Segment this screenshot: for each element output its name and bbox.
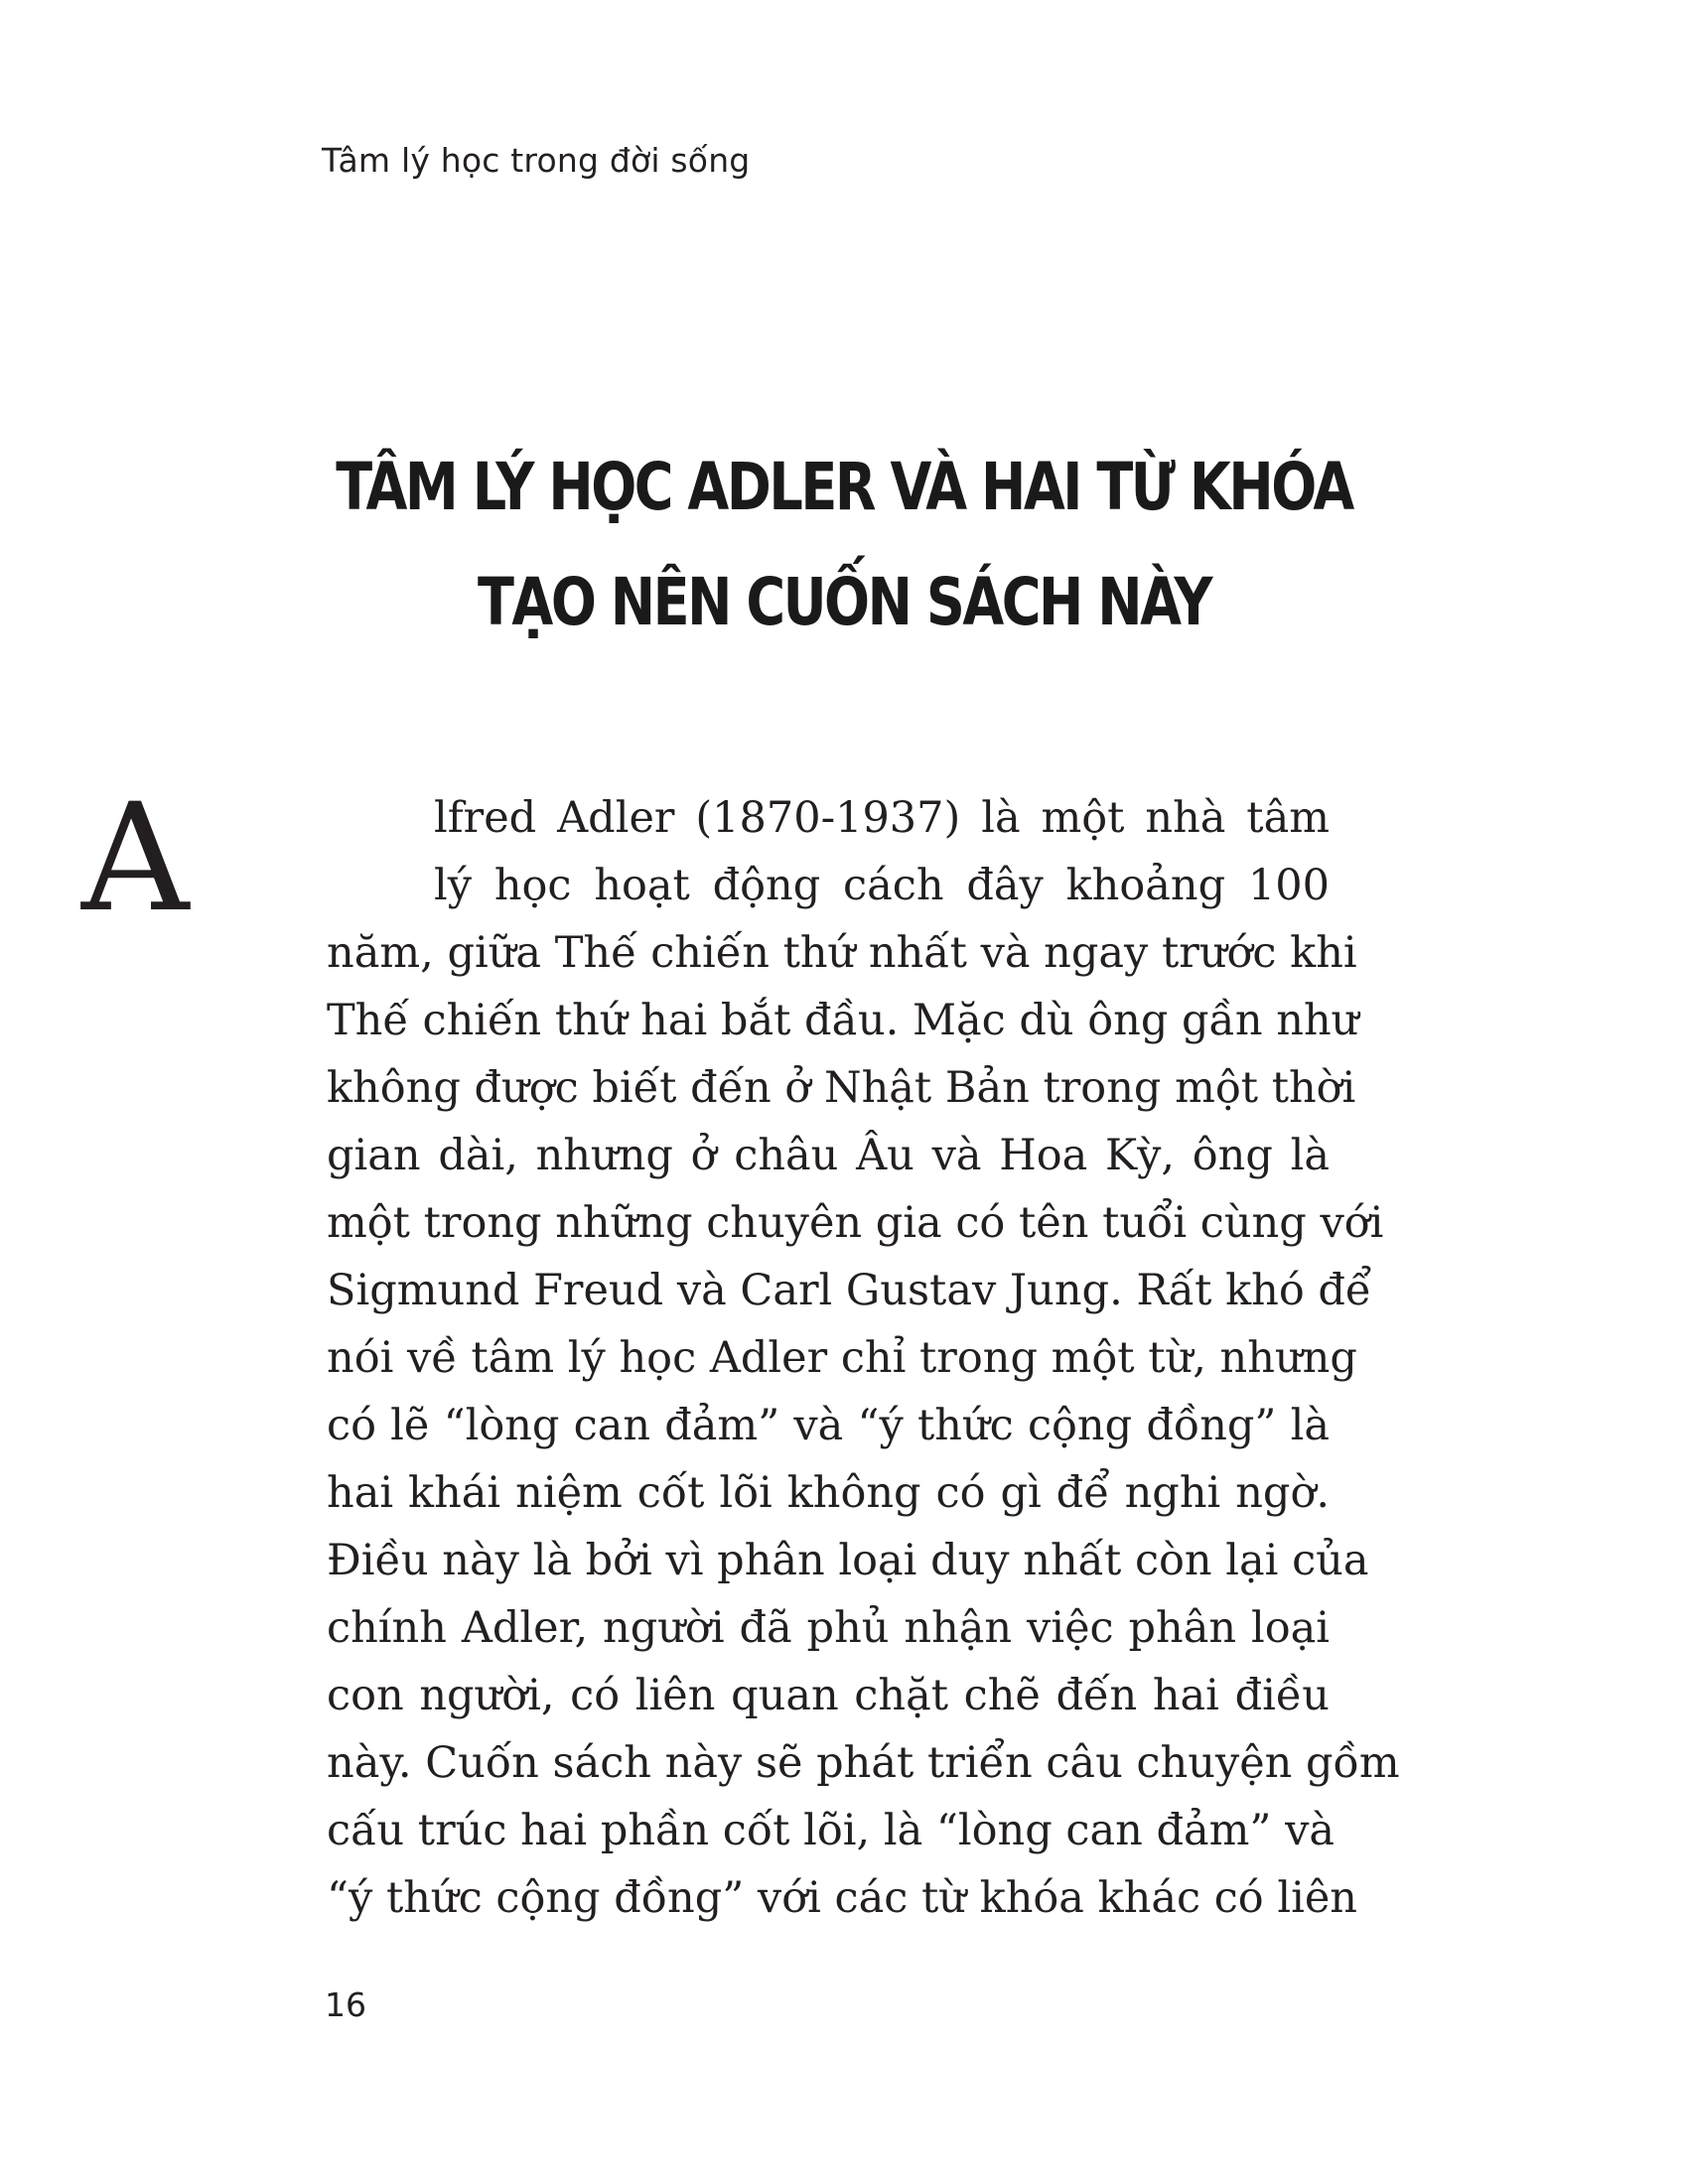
body-line: một trong những chuyên gia có tên tuổi cùng với <box>327 1198 1384 1248</box>
body-line: có lẽ “lòng can đảm” và “ý thức cộng đồng” là <box>327 1401 1330 1450</box>
body-line: nói về tâm lý học Adler chỉ trong một từ, nhưng <box>327 1333 1357 1383</box>
body-line: hai khái niệm cốt lõi không có gì để nghi ngờ. <box>327 1468 1330 1518</box>
body-line: Sigmund Freud và Carl Gustav Jung. Rất khó để <box>327 1266 1372 1315</box>
body-line: năm, giữa Thế chiến thứ nhất và ngay trước khi <box>327 928 1357 978</box>
body-line: lfred Adler (1870-1937) là một nhà tâm <box>434 793 1330 843</box>
running-header: Tâm lý học trong đời sống <box>322 141 751 180</box>
body-line: “ý thức cộng đồng” với các từ khóa khác có liên <box>327 1873 1358 1923</box>
body-line: lý học hoạt động cách đây khoảng 100 <box>434 861 1330 910</box>
body-line: con người, có liên quan chặt chẽ đến hai điều <box>327 1671 1330 1720</box>
body-line: Thế chiến thứ hai bắt đầu. Mặc dù ông gần như <box>327 996 1359 1045</box>
chapter-title-line-1: TÂM LÝ HỌC ADLER VÀ HAI TỪ KHÓA <box>336 449 1352 525</box>
chapter-title-line-2: TẠO NÊN CUỐN SÁCH NÀY <box>477 564 1211 640</box>
page-number: 16 <box>325 1985 366 2024</box>
body-line: gian dài, nhưng ở châu Âu và Hoa Kỳ, ông là <box>327 1131 1330 1180</box>
drop-cap: A <box>81 772 190 945</box>
body-line: không được biết đến ở Nhật Bản trong một thời <box>327 1063 1356 1113</box>
body-line: cấu trúc hai phần cốt lõi, là “lòng can đảm” và <box>327 1806 1335 1855</box>
body-line: này. Cuốn sách này sẽ phát triển câu chuyện gồm <box>327 1738 1400 1788</box>
body-line: chính Adler, người đã phủ nhận việc phân loại <box>327 1603 1330 1653</box>
body-line: Điều này là bởi vì phân loại duy nhất còn lại của <box>327 1536 1369 1585</box>
